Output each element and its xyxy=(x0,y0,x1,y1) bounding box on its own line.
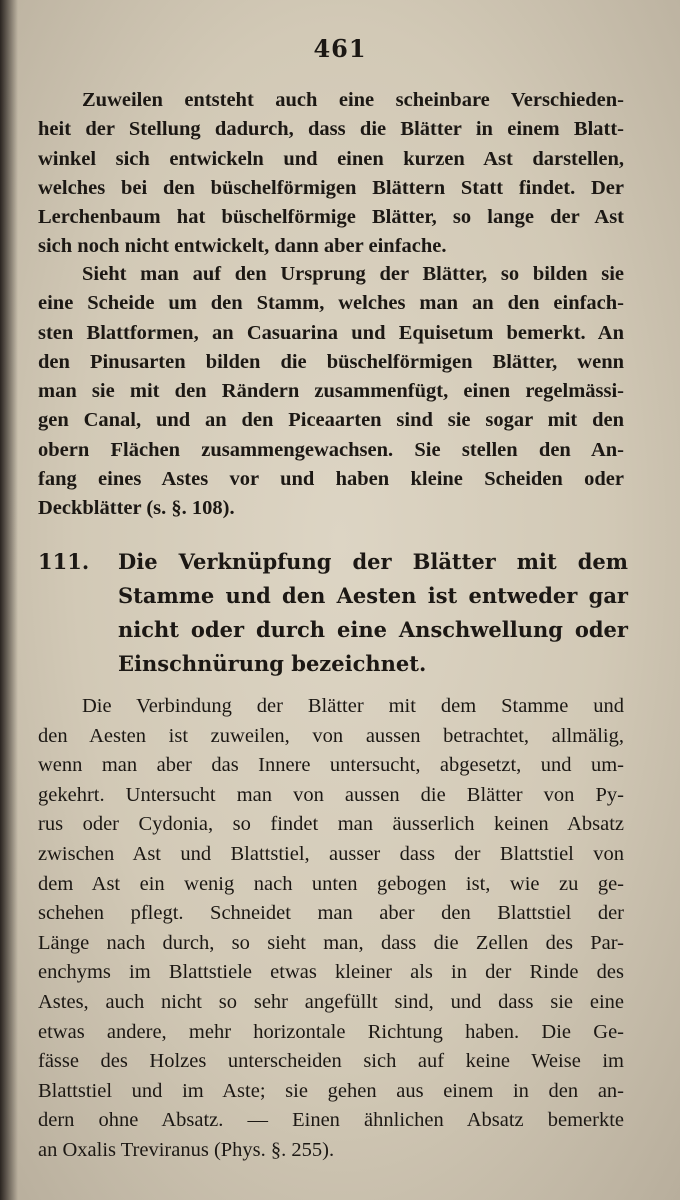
heading-line: Einschnürung bezeichnet. xyxy=(118,651,427,676)
text-line: rus oder Cydonia, so findet man äusserlich keinen Absatz xyxy=(38,813,624,836)
text-line: den Aesten ist zuweilen, von aussen betrachtet, allmälig, xyxy=(38,724,624,747)
paragraph-2 xyxy=(38,260,624,524)
text-line: eine Scheide um den Stamm, welches man an den einfach- xyxy=(38,292,624,315)
text-line: fang eines Astes vor und haben kleine Scheiden oder xyxy=(38,468,624,491)
text-line: etwas andere, mehr horizontale Richtung haben. Die Ge- xyxy=(38,1020,624,1043)
text-line: gekehrt. Untersucht man von aussen die Blätter von Py- xyxy=(38,783,624,806)
text-line: gen Canal, und an den Piceaarten sind sie sogar mit den xyxy=(38,409,624,432)
text-line: enchyms im Blattstiele etwas kleiner als in der Rinde des xyxy=(38,961,624,984)
text-line: Sieht man auf den Ursprung der Blätter, so bilden sie xyxy=(82,263,624,285)
text-line: fässe des Holzes unterscheiden sich auf keine Weise im xyxy=(38,1050,624,1073)
text-line: zwischen Ast und Blattstiel, ausser dass der Blattstiel von xyxy=(38,842,624,865)
text-line: winkel sich entwickeln und einen kurzen Ast darstellen, xyxy=(38,147,624,170)
text-line: heit der Stellung dadurch, dass die Blätter in einem Blatt- xyxy=(38,118,624,141)
text-line: Länge nach durch, so sieht man, dass die Zellen des Par- xyxy=(38,931,624,954)
text-line: an Oxalis Treviranus (Phys. §. 255). xyxy=(38,1138,335,1161)
text-line: dem Ast ein wenig nach unten gebogen ist, wie zu ge- xyxy=(38,872,624,895)
section-title xyxy=(118,545,628,681)
page-number: 461 xyxy=(313,34,367,63)
text-line: Lerchenbaum hat büschelförmige Blätter, so lange der Ast xyxy=(38,206,624,229)
text-line: Deckblätter (s. §. 108). xyxy=(38,497,235,520)
text-line: welches bei den büschelförmigen Blättern Statt findet. Der xyxy=(38,176,624,199)
heading-line: Stamme und den Aesten ist entweder gar xyxy=(118,583,628,608)
text-line: obern Flächen zusammengewachsen. Sie stellen den An- xyxy=(38,438,624,461)
text-line: dern ohne Absatz. — Einen ähnlichen Absatz bemerkte xyxy=(38,1109,624,1132)
text-line: Zuweilen entsteht auch eine scheinbare Verschieden- xyxy=(82,89,624,111)
paragraph-3 xyxy=(38,692,624,1166)
text-line: schehen pflegt. Schneidet man aber den Blattstiel der xyxy=(38,902,624,925)
heading-line: nicht oder durch eine Anschwellung oder xyxy=(118,617,628,642)
text-line: man sie mit den Rändern zusammenfügt, einen regelmässi- xyxy=(38,380,624,403)
paragraph-1 xyxy=(38,86,624,262)
text-line: Blattstiel und im Aste; sie gehen aus einem in den an- xyxy=(38,1079,624,1102)
text-line: sten Blattformen, an Casuarina und Equisetum bemerkt. An xyxy=(38,321,624,344)
text-line: sich noch nicht entwickelt, dann aber einfache. xyxy=(38,235,447,258)
text-line: Die Verbindung der Blätter mit dem Stamme und xyxy=(82,695,624,717)
text-line: den Pinusarten bilden die büschelförmigen Blätter, wenn xyxy=(38,350,624,373)
text-line: Astes, auch nicht so sehr angefüllt sind, und dass sie eine xyxy=(38,990,624,1013)
section-number: 111. xyxy=(38,549,90,574)
text-line: wenn man aber das Innere untersucht, abgesetzt, und um- xyxy=(38,754,624,777)
heading-line: Die Verknüpfung der Blätter mit dem xyxy=(118,549,628,574)
